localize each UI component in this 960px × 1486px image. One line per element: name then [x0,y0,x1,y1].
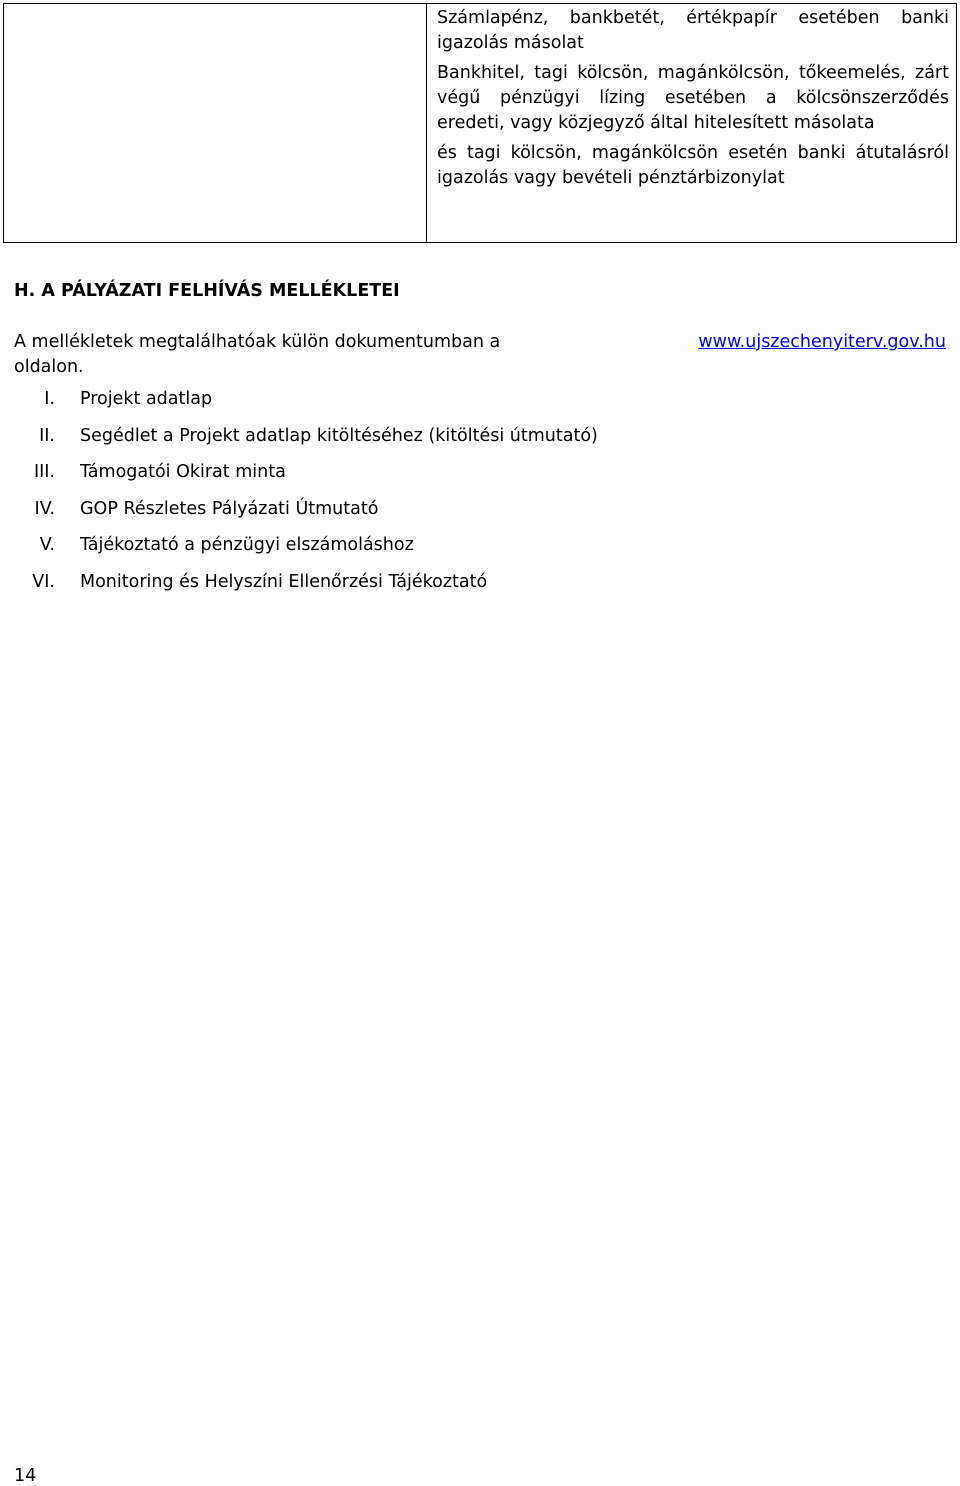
list-item-label: Tájékoztató a pénzügyi elszámoláshoz [80,535,414,556]
list-item-number: V. [39,535,55,556]
page-number: 14 [14,1466,37,1486]
list-item-label: Projekt adatlap [80,389,213,409]
list-item-number: III. [33,462,55,483]
website-link[interactable]: www.ujszechenyiterv.gov.hu [698,332,946,352]
list-item-label: Segédlet a Projekt adatlap kitöltéséhez (kitöltési útmutató) [80,425,598,446]
cell-paragraph: Számlapénz, bankbetét, értékpapír esetében banki igazolás másolat [437,8,949,53]
list-item-number: VI. [32,571,55,592]
list-item [14,572,598,609]
table-left-cell [4,4,427,242]
list-item [14,462,598,499]
list-item-label: Támogatói Okirat minta [80,462,286,483]
table-right-cell [437,6,949,196]
list-item-number: IV. [34,498,55,519]
list-item-label: GOP Részletes Pályázati Útmutató [80,498,379,519]
list-item [14,389,598,426]
list-item-label: Monitoring és Helyszíni Ellenőrzési Tájékoztató [80,571,488,592]
annex-list [14,389,598,609]
cell-paragraph: és tagi kölcsön, magánkölcsön esetén banki átutalásról igazolás vagy bevételi pénztárbizonylat [437,143,949,188]
list-item-number: II. [39,425,55,446]
intro-tail: oldalon. [14,357,84,377]
list-item [14,535,598,572]
section-heading: H. A PÁLYÁZATI FELHÍVÁS MELLÉKLETEI [14,281,400,301]
list-item [14,499,598,536]
cell-paragraph: Bankhitel, tagi kölcsön, magánkölcsön, tőkeemelés, zárt végű pénzügyi lízing esetében a kölcsönszerződés eredeti, vagy közjegyző által hitelesített másolata [437,63,949,133]
intro-paragraph [14,330,946,380]
intro-text: A mellékletek megtalálhatóak külön dokumentumban a [14,332,501,352]
document-table [3,3,957,243]
intro-line [14,330,946,355]
list-item-number: I. [44,389,55,409]
list-item [14,426,598,463]
